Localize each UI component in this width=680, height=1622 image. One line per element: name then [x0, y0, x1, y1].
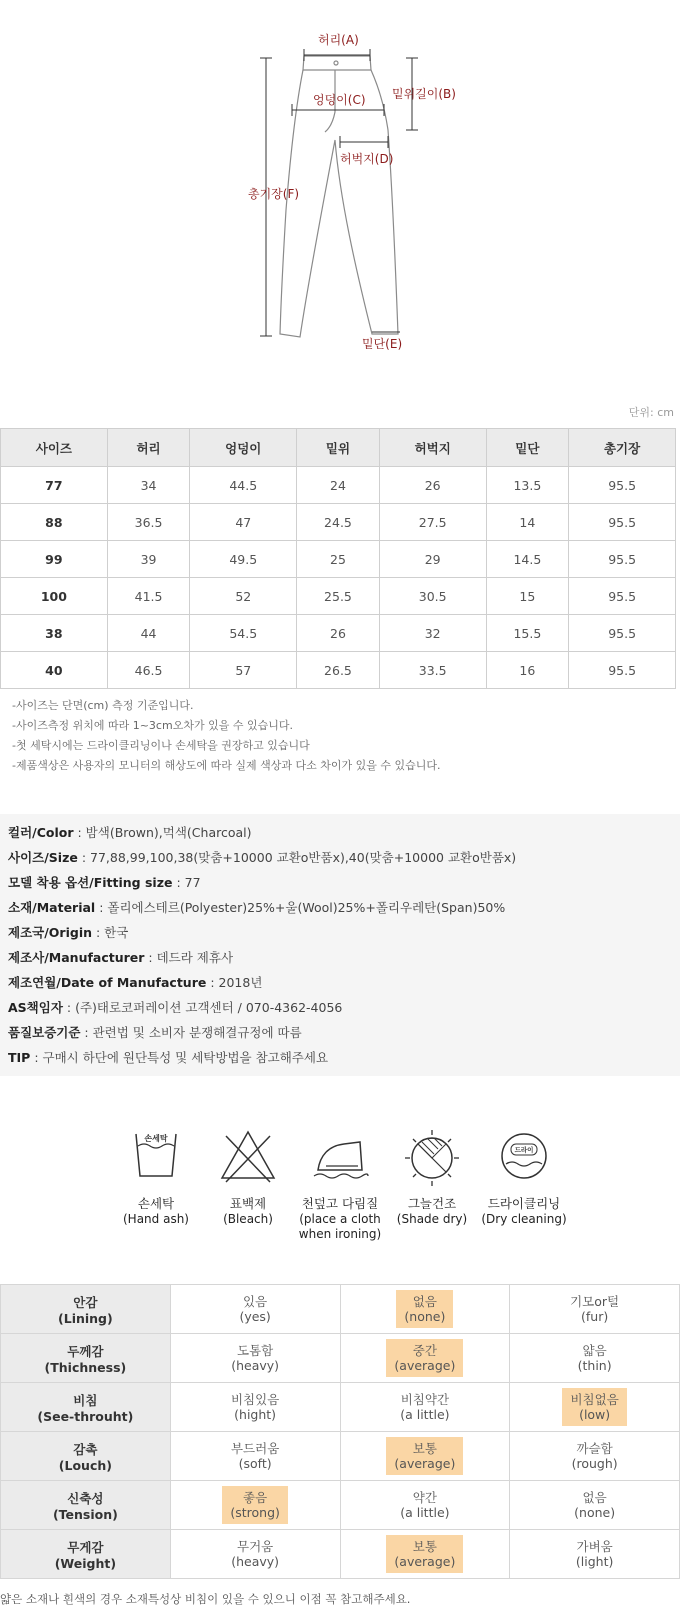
fabric-property-name	[1, 1432, 171, 1481]
measure-cell: 54.5	[190, 615, 297, 652]
info-value: : 77,88,99,100,38(맞춤+10000 교환o반품x),40(맞춤+10000 교환o반품x)	[77, 850, 517, 865]
dry-cleaning-icon	[494, 1126, 554, 1190]
fabric-option-text: (average)	[394, 1554, 456, 1569]
info-row	[8, 945, 672, 970]
care-sub: (Hand ash)	[123, 1212, 189, 1226]
size-table-col-header: 허벅지	[379, 429, 486, 467]
note-line: -사이즈는 단면(cm) 측정 기준입니다.	[12, 699, 194, 712]
measure-cell: 26	[297, 615, 380, 652]
size-cell: 77	[1, 467, 108, 504]
measure-cell: 41.5	[107, 578, 190, 615]
fabric-option-text: 비침있음	[230, 1392, 280, 1407]
info-value: : (주)태로코퍼레이션 고객센터 / 070-4362-4056	[62, 1000, 343, 1015]
measure-cell: 15	[486, 578, 569, 615]
fabric-option-cell	[340, 1383, 510, 1432]
fabric-option-selected	[386, 1535, 463, 1573]
length-label: 총기장(F)	[248, 187, 300, 201]
fabric-option-text: 보통	[412, 1441, 437, 1456]
info-key: 컬러/Color	[8, 825, 74, 840]
fabric-property-label: (Tension)	[52, 1506, 118, 1522]
info-value: : 데드라 제휴사	[144, 950, 234, 965]
measure-cell: 26	[379, 467, 486, 504]
fabric-option-cell	[170, 1334, 340, 1383]
measure-cell: 95.5	[569, 652, 676, 689]
hem-label: 밑단(E)	[362, 337, 403, 351]
fabric-option-text: 없음	[582, 1490, 607, 1505]
fabric-option-text: (heavy)	[231, 1554, 280, 1569]
fabric-option	[392, 1486, 457, 1524]
fabric-option-text: (a little)	[400, 1505, 450, 1520]
care-ironing	[294, 1126, 386, 1242]
note-line: -사이즈측정 위치에 따라 1~3cm오차가 있을 수 있습니다.	[12, 719, 293, 732]
care-label: 드라이클리닝	[487, 1196, 561, 1211]
rise-label: 밑위길이(B)	[392, 87, 456, 101]
product-info-box	[0, 814, 680, 1076]
fabric-option-text: 좋음	[243, 1490, 268, 1505]
waist-label: 허리(A)	[318, 33, 359, 47]
fabric-property-label: (Louch)	[58, 1457, 112, 1473]
fabric-option-text: 약간	[412, 1490, 437, 1505]
dry-cleaning-icon-text: 드라이	[514, 1146, 534, 1154]
info-key: TIP	[8, 1050, 31, 1065]
shade-dry-icon	[402, 1126, 462, 1190]
fabric-option-cell	[170, 1383, 340, 1432]
fabric-option-text: (none)	[574, 1505, 616, 1520]
fabric-option	[564, 1437, 626, 1475]
measure-cell: 95.5	[569, 615, 676, 652]
info-row	[8, 895, 672, 920]
size-cell: 38	[1, 615, 108, 652]
care-instructions	[110, 1126, 570, 1242]
care-label: 손세탁	[137, 1196, 175, 1211]
measure-cell: 95.5	[569, 504, 676, 541]
fabric-option-cell	[510, 1334, 680, 1383]
unit-label: 단위: cm	[628, 406, 674, 419]
fabric-option-text: 무거움	[237, 1539, 274, 1554]
fabric-option-text: (soft)	[238, 1456, 272, 1471]
fabric-option	[566, 1486, 623, 1524]
fabric-option-selected	[386, 1339, 463, 1377]
fabric-option	[568, 1535, 621, 1573]
info-value: : 한국	[92, 925, 129, 940]
fabric-option-cell	[510, 1432, 680, 1481]
care-sub: (Bleach)	[223, 1212, 273, 1226]
measure-cell: 47	[190, 504, 297, 541]
fabric-option-cell	[510, 1530, 680, 1579]
measure-cell: 52	[190, 578, 297, 615]
fabric-property-label: 무게감	[67, 1539, 104, 1555]
size-cell: 40	[1, 652, 108, 689]
fabric-option-cell	[170, 1530, 340, 1579]
size-table	[0, 428, 676, 689]
care-sub: (place a cloth	[299, 1212, 381, 1226]
fabric-option-cell	[170, 1285, 340, 1334]
fabric-option-text: (none)	[404, 1309, 446, 1324]
fabric-property-name	[1, 1481, 171, 1530]
size-table-col-header: 총기장	[569, 429, 676, 467]
fabric-option-text: (fur)	[581, 1309, 609, 1324]
fabric-option-selected	[386, 1437, 463, 1475]
fabric-option	[570, 1339, 620, 1377]
fabric-row	[1, 1530, 680, 1579]
care-bleach	[202, 1126, 294, 1242]
info-key: 제조국/Origin	[8, 925, 92, 940]
fabric-option-text: (yes)	[239, 1309, 271, 1324]
size-table-col-header: 엉덩이	[190, 429, 297, 467]
care-sub: (Shade dry)	[396, 1212, 468, 1226]
measure-cell: 27.5	[379, 504, 486, 541]
size-notes	[12, 696, 440, 776]
fabric-option-text: (light)	[575, 1554, 614, 1569]
fabric-row	[1, 1334, 680, 1383]
note-line: -첫 세탁시에는 드라이클리닝이나 손세탁을 권장하고 있습니다	[12, 739, 310, 752]
info-value: : 77	[172, 875, 201, 890]
size-table-col-header: 밑위	[297, 429, 380, 467]
measure-cell: 30.5	[379, 578, 486, 615]
info-value: : 밤색(Brown),먹색(Charcoal)	[73, 825, 252, 840]
thigh-label: 허벅지(D)	[340, 152, 394, 166]
table-row	[1, 578, 676, 615]
fabric-option-text: 중간	[412, 1343, 437, 1358]
info-row	[8, 820, 672, 845]
fabric-properties-table	[0, 1284, 680, 1579]
size-cell: 100	[1, 578, 108, 615]
measure-cell: 14	[486, 504, 569, 541]
measure-cell: 34	[107, 467, 190, 504]
table-row	[1, 652, 676, 689]
hip-label: 엉덩이(C)	[313, 93, 366, 107]
info-value: : 2018년	[206, 975, 263, 990]
fabric-option-cell	[510, 1481, 680, 1530]
pants-illustration	[0, 0, 680, 360]
measure-cell: 95.5	[569, 541, 676, 578]
fabric-option-selected	[222, 1486, 288, 1524]
measure-cell: 49.5	[190, 541, 297, 578]
table-row	[1, 541, 676, 578]
no-bleach-icon	[218, 1126, 278, 1190]
measure-cell: 95.5	[569, 578, 676, 615]
measure-cell: 26.5	[297, 652, 380, 689]
hand-wash-icon-text: 손세탁	[144, 1134, 168, 1143]
fabric-option-cell	[340, 1432, 510, 1481]
size-table-body	[1, 467, 676, 689]
measure-cell: 24	[297, 467, 380, 504]
fabric-option-text: 보통	[412, 1539, 437, 1554]
fabric-option-cell	[510, 1383, 680, 1432]
fabric-option-cell	[170, 1432, 340, 1481]
info-row	[8, 870, 672, 895]
fabric-option-selected	[562, 1388, 626, 1426]
measure-cell: 44	[107, 615, 190, 652]
size-table-col-header: 허리	[107, 429, 190, 467]
size-cell: 99	[1, 541, 108, 578]
fabric-option	[392, 1388, 457, 1426]
care-label: 표백제	[229, 1196, 267, 1211]
info-key: 품질보증기준	[8, 1025, 81, 1040]
info-row	[8, 920, 672, 945]
measure-cell: 44.5	[190, 467, 297, 504]
iron-with-cloth-icon	[310, 1126, 370, 1190]
fabric-option-cell	[510, 1285, 680, 1334]
info-row	[8, 845, 672, 870]
fabric-property-name	[1, 1285, 171, 1334]
info-key: AS책임자	[8, 1000, 63, 1015]
fabric-option-cell	[340, 1334, 510, 1383]
table-row	[1, 504, 676, 541]
care-hand-wash	[110, 1126, 202, 1242]
hand-wash-icon	[126, 1126, 186, 1190]
measure-cell: 32	[379, 615, 486, 652]
fabric-option-text: (thin)	[577, 1358, 612, 1373]
measure-cell: 14.5	[486, 541, 569, 578]
fabric-row	[1, 1285, 680, 1334]
fabric-property-name	[1, 1530, 171, 1579]
fabric-property-label: (Lining)	[58, 1310, 113, 1326]
fabric-property-label: (Thichness)	[44, 1359, 127, 1375]
care-sub: (Dry cleaning)	[481, 1212, 567, 1226]
fabric-option-text: (strong)	[230, 1505, 280, 1520]
fabric-option-selected	[396, 1290, 453, 1328]
measure-cell: 13.5	[486, 467, 569, 504]
size-cell: 88	[1, 504, 108, 541]
size-table-col-header: 사이즈	[1, 429, 108, 467]
fabric-option-cell	[170, 1481, 340, 1530]
measure-cell: 95.5	[569, 467, 676, 504]
care-label: 그늘건조	[407, 1196, 457, 1211]
fabric-property-label: 두께감	[67, 1343, 104, 1359]
fabric-property-label: 신축성	[67, 1490, 104, 1506]
fabric-property-label: 감촉	[73, 1441, 98, 1457]
measure-cell: 24.5	[297, 504, 380, 541]
fabric-option-text: 기모or털	[570, 1294, 620, 1309]
fabric-option	[562, 1290, 627, 1328]
care-shade-dry	[386, 1126, 478, 1242]
info-row	[8, 995, 672, 1020]
measure-cell: 36.5	[107, 504, 190, 541]
fabric-option-text: (a little)	[400, 1407, 450, 1422]
size-table-header	[1, 429, 676, 467]
fabric-option-text: 비침약간	[400, 1392, 450, 1407]
info-key: 사이즈/Size	[8, 850, 78, 865]
info-key: 제조연월/Date of Manufacture	[8, 975, 207, 990]
info-row	[8, 1045, 672, 1070]
fabric-option-text: (average)	[394, 1358, 456, 1373]
measure-cell: 33.5	[379, 652, 486, 689]
fabric-option-text: (heavy)	[231, 1358, 280, 1373]
measure-cell: 46.5	[107, 652, 190, 689]
fabric-option-text: 얇음	[582, 1343, 607, 1358]
fabric-property-label: (See-throuht)	[37, 1408, 134, 1424]
size-table-col-header: 밑단	[486, 429, 569, 467]
fabric-option-text: 있음	[243, 1294, 268, 1309]
info-row	[8, 1020, 672, 1045]
measure-cell: 15.5	[486, 615, 569, 652]
fabric-option-text: (average)	[394, 1456, 456, 1471]
care-label: 천덮고 다림질	[301, 1196, 379, 1211]
fabric-property-label: (Weight)	[54, 1555, 117, 1571]
measure-cell: 39	[107, 541, 190, 578]
care-dry-cleaning	[478, 1126, 570, 1242]
measure-cell: 25	[297, 541, 380, 578]
fabric-option-text: (hight)	[234, 1407, 277, 1422]
fabric-option-text: 부드러움	[230, 1441, 280, 1456]
table-row	[1, 467, 676, 504]
fabric-row	[1, 1432, 680, 1481]
fabric-row	[1, 1383, 680, 1432]
fabric-option-cell	[340, 1285, 510, 1334]
fabric-option-text: 비침없음	[570, 1392, 619, 1407]
measure-cell: 29	[379, 541, 486, 578]
info-key: 모델 착용 옵션/Fitting size	[8, 875, 173, 890]
info-row	[8, 970, 672, 995]
fabric-option	[223, 1535, 287, 1573]
measure-cell: 25.5	[297, 578, 380, 615]
fabric-row	[1, 1481, 680, 1530]
fabric-option	[223, 1388, 287, 1426]
info-key: 소재/Material	[8, 900, 96, 915]
fabric-option-text: 없음	[412, 1294, 437, 1309]
info-value: : 폴리에스테르(Polyester)25%+울(Wool)25%+폴리우레탄(Span)50%	[95, 900, 506, 915]
fabric-option-cell	[340, 1481, 510, 1530]
footnote: 얇은 소재나 흰색의 경우 소재특성상 비침이 있을 수 있으니 이점 꼭 참고해주세요.	[0, 1592, 411, 1606]
fabric-option-text: 까슬함	[576, 1441, 613, 1456]
fabric-option-text: 가벼움	[576, 1539, 613, 1554]
fabric-option-text: (rough)	[571, 1456, 618, 1471]
pants-size-diagram	[0, 0, 680, 360]
note-line: -제품색상은 사용자의 모니터의 해상도에 따라 실제 색상과 다소 차이가 있을 수 있습니다.	[12, 759, 441, 772]
fabric-property-name	[1, 1383, 171, 1432]
measure-cell: 16	[486, 652, 569, 689]
fabric-option	[223, 1339, 287, 1377]
fabric-option	[231, 1290, 278, 1328]
table-row	[1, 615, 676, 652]
fabric-option-text: (low)	[579, 1407, 611, 1422]
measure-cell: 57	[190, 652, 297, 689]
fabric-property-label: 비침	[73, 1392, 98, 1408]
care-sub: when ironing)	[298, 1227, 382, 1241]
info-value: : 관련법 및 소비자 분쟁해결규정에 따름	[80, 1025, 302, 1040]
info-value: : 구매시 하단에 원단특성 및 세탁방법을 참고해주세요	[30, 1050, 329, 1065]
fabric-property-name	[1, 1334, 171, 1383]
fabric-option-cell	[340, 1530, 510, 1579]
fabric-property-label: 안감	[73, 1294, 98, 1310]
fabric-option-text: 도톰함	[237, 1343, 274, 1358]
fabric-option	[223, 1437, 287, 1475]
info-key: 제조사/Manufacturer	[8, 950, 145, 965]
